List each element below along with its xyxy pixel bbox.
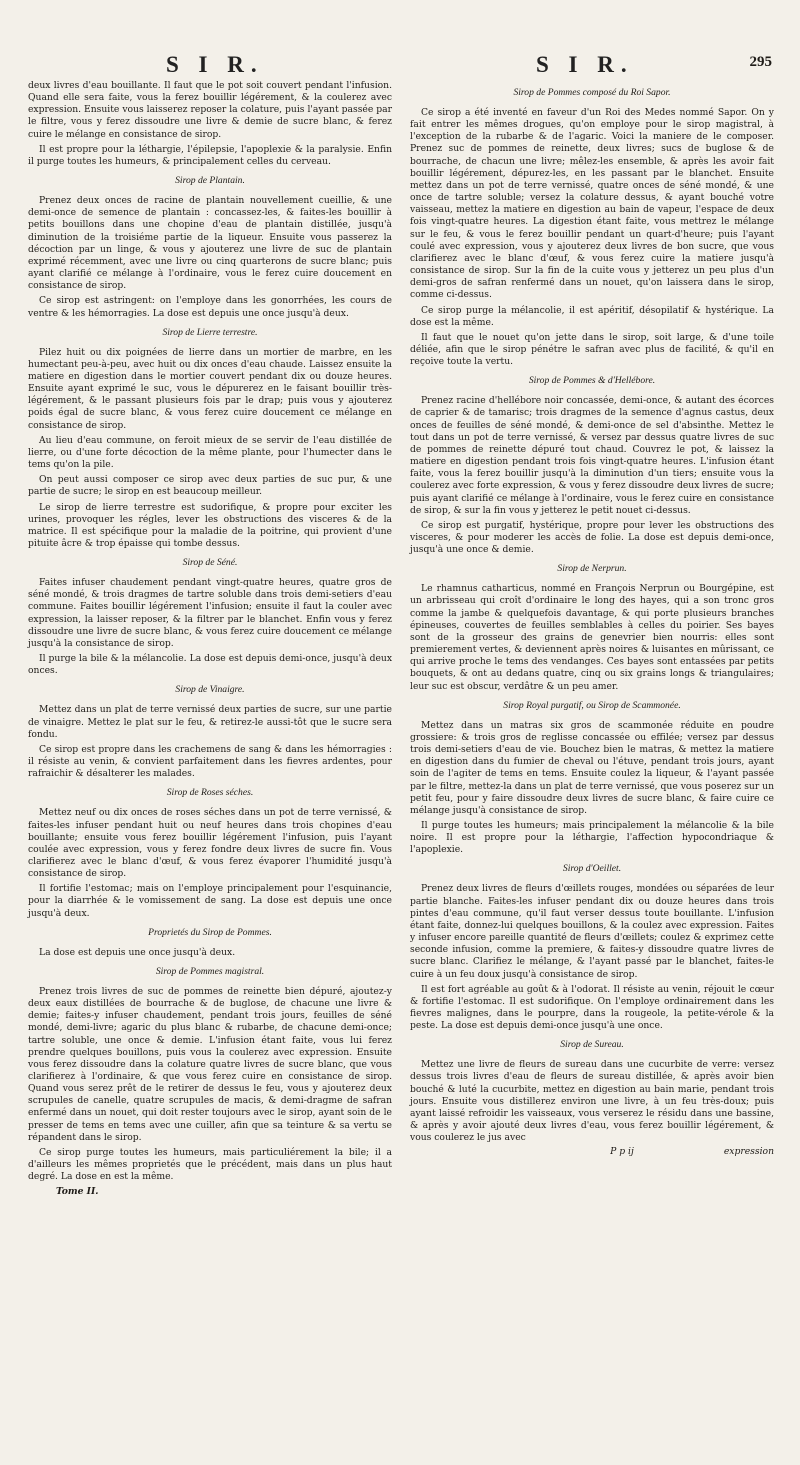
paragraph: Il purge toutes les humeurs; mais principalement la mélancolie & la bile noire. Il est propre pour la léthargie, l'affection hypocondriaque & l'apoplexie. — [410, 819, 774, 856]
page-number: 295 — [749, 54, 772, 70]
section-heading: Sirop de Nerprun. — [557, 563, 627, 575]
section-heading: Sirop de Roses séches. — [166, 787, 254, 799]
section-heading: Sirop de Pommes & d'Hellébore. — [528, 375, 656, 387]
section-heading: Sirop d'Oeillet. — [562, 863, 622, 875]
paragraph: Mettez neuf ou dix onces de roses séches dans un pot de terre vernissé, & faites-les infuser pendant huit ou neuf heures dans trois chopines d'eau bouillante; ensuite vous ferez bouillir légérement l'infusion, puis l'ayant coulée avec expression, vous y ferez fondre deux livres de sucre fin. Vous clarifierez avec le blanc d'œuf, & vous ferez évaporer l'humidité jusqu'à consistance de sirop. — [28, 807, 392, 880]
signature-mark: P p ij — [610, 1146, 634, 1158]
paragraph: Prenez trois livres de suc de pommes de reinette bien dépuré, ajoutez-y deux eaux distillées de bourrache & de buglose, de chacune une livre & demie; faites-y infuser chaudement, pendant trois jours, feuilles de séné mondé, demi-livre; agaric du plus blanc & rubarbe, de chacune demi-once; tartre soluble, une once & demie. L'infusion étant faite, vous lui ferez prendre quelques bouillons, puis vous la coulerez avec expression. Ensuite vous ferez dissoudre dans la colature quatre livres de sucre blanc, que vous clarifierez à l'ordinaire, & que vous ferez cuire en consistance de sirop. Quand vous serez prêt de le retirer de dessus le feu, vous y ajouterez deux scrupules de canelle, quatre scrupules de macis, & demi-dragme de safran enfermé dans un nouet, qui doit rester toujours avec le sirop, ayant soin de le presser de tems en tems avec une cuiller, afin que sa teinture & sa vertu se répandent dans le sirop. — [28, 985, 392, 1143]
section-heading: Sirop de Vinaigre. — [175, 684, 245, 696]
paragraph: Le rhamnus catharticus, nommé en François Nerprun ou Bourgépine, est un arbrisseau qui croît d'ordinaire le long des hayes, qui a son tronc gros comme la jambe & quelquefois davantage, & qui porte plusieurs branches épineuses, couvertes de feuilles semblables à celles du poirier. Ses bayes sont de la grosseur des grains de genevrier bien nourris: elles sont premierement vertes, & deviennent après noires & luisantes en mûrissant, ce qui arrive proche le tems des vendanges. Ces bayes sont entassées par petits bouquets, & ont au dedans quatre, cinq ou six grains longs & triangulaires; leur suc est obscur, verdâtre & un peu amer. — [410, 583, 774, 692]
paragraph: Le sirop de lierre terrestre est sudorifique, & propre pour exciter les urines, provoquer les régles, lever les obstructions des visceres & de la matrice. Il est spécifique pour la maladie de la poitrine, qui provient d'une pituite âcre & trop épaisse qui tombe dessus. — [28, 501, 392, 549]
paragraph: La dose est depuis une once jusqu'à deux. — [39, 946, 236, 958]
running-title-left: S I R. — [166, 52, 264, 77]
paragraph: Ce sirop purge toutes les humeurs, mais particuliérement la bile; il a d'ailleurs les mêmes proprietés que le précédent, mais dans un plus haut degré. La dose en est la même. — [28, 1146, 392, 1183]
paragraph: Ce sirop a été inventé en faveur d'un Roi des Medes nommé Sapor. On y fait entrer les mêmes drogues, qu'on employe pour le sirop magistral, à l'exception de la rubarbe & de l'agaric. Voici la maniere de le composer. Prenez suc de pommes de reinette, deux livres; sucs de buglose & de bourrache, de chacun une livre; mêlez-les ensemble, & après les avoir fait bouillir légérement, dépurez-les, en les passant par le blanchet. Ensuite mettez dans un pot de terre vernissé, quatre onces de séné mondé, & une once de tartre soluble; versez la colature dessus, & ayant bouché votre vaisseau, mettez la matiere en digestion au bain de vapeur, l'espace de deux fois vingt-quatre heures. La digestion étant faite, vous mettrez le mélange sur le feu, & vous le ferez bouillir pendant un quart-d'heure; puis l'ayant coulé avec expression, vous y ajouterez deux livres de bon sucre, que vous clarifierez avec le blanc d'œuf, & vous ferez cuire la matiere jusqu'à consistance de sirop. Sur la fin de la cuite vous y jetterez un peu plus d'un demi-gros de safran renfermé dans un nouet, qu'on laissera dans le sirop, comme ci-dessus. — [410, 107, 774, 301]
paragraph: Au lieu d'eau commune, on feroit mieux de se servir de l'eau distillée de lierre, ou d'une forte décoction de la même plante, pour l'humecter dans le tems qu'on la pile. — [28, 434, 392, 471]
paragraph: deux livres d'eau bouillante. Il faut que le pot soit couvert pendant l'infusion. Quand elle sera faite, vous la ferez bouillir légérement, & la coulerez avec expression. Ensuite vous laisserez reposer la colature, puis l'ayant passée par le filtre, vous y ferez dissoudre une livre & demie de sucre blanc, & ferez cuire le mélange en consistance de sirop. — [28, 80, 392, 140]
section-heading: Sirop de Séné. — [182, 557, 238, 569]
section-heading: Sirop Royal purgatif, ou Sirop de Scammonée. — [503, 699, 681, 711]
catchword: expression — [723, 1146, 774, 1158]
right-column — [410, 80, 774, 1202]
paragraph: Prenez racine d'hellébore noir concassée, demi-once, & autant des écorces de caprier & de tamarisc; trois dragmes de la semence d'agnus castus, deux onces de feuilles de séné mondé, & demi-once de sel d'absinthe. Mettez le tout dans un pot de terre vernissé, & versez par dessus quatre livres de suc de pommes de reinette dépuré tout chaud. Couvrez le pot, & laissez la matiere en digestion pendant trois fois vingt-quatre heures. L'infusion étant faite, vous la ferez bouillir jusqu'à la diminution d'un tiers; ensuite vous la coulerez avec forte expression, & vous y ferez dissoudre deux livres de sucre; puis ayant clarifié ce mélange à l'ordinaire, vous le ferez cuire en consistance de sirop, & sur la fin vous y jetterez le petit nouet ci-dessus. — [410, 395, 774, 516]
paragraph: On peut aussi composer ce sirop avec deux parties de suc pur, & une partie de sucre; le sirop en est beaucoup meilleur. — [28, 474, 392, 498]
section-heading: Sirop de Plantain. — [175, 175, 245, 187]
running-title-right: S I R. — [536, 52, 634, 77]
running-head — [0, 52, 800, 82]
paragraph: Ce sirop est purgatif, hystérique, propre pour lever les obstructions des visceres, & pour moderer les accès de folie. La dose est depuis demi-once, jusqu'à une once & demie. — [410, 519, 774, 556]
paragraph: Il fortifie l'estomac; mais on l'employe principalement pour l'esquinancie, pour la diarrhée & le vomissement de sang. La dose est depuis une once jusqu'à deux. — [28, 883, 392, 919]
paragraph: Pilez huit ou dix poignées de lierre dans un mortier de marbre, en les humectant peu-à-peu, avec huit ou dix onces d'eau chaude. Laissez ensuite la matiere en digestion dans le mortier couvert pendant dix ou douze heures. Ensuite ayant exprimé le suc, vous le dépurerez en le faisant bouillir très-légérement, & le passant plusieurs fois par le drap; puis vous y ajouterez poids égal de sucre blanc, & vous ferez cuire doucement ce mélange en consistance de sirop. — [28, 346, 392, 431]
signature-line — [410, 1146, 774, 1158]
paragraph: Il est fort agréable au goût & à l'odorat. Il résiste au venin, réjouit le cœur & fortifie l'estomac. Il est sudorifique. On l'employe ordinairement dans les fievres malignes, dans le pourpre, dans la rougeole, la petite-vérole & la peste. La dose est depuis demi-once jusqu'à une once. — [410, 983, 774, 1032]
left-column — [28, 80, 392, 1202]
paragraph: Ce sirop est astringent: on l'employe dans les gonorrhées, les cours de ventre & les hémorragies. La dose est depuis une once jusqu'à deux. — [28, 295, 392, 319]
paragraph: Il est propre pour la léthargie, l'épilepsie, l'apoplexie & la paralysie. Enfin il purge toutes les humeurs, & principalement celles du cerveau. — [28, 143, 392, 167]
section-heading: Sirop de Pommes magistral. — [155, 965, 265, 977]
section-heading: Sirop de Sureau. — [560, 1039, 624, 1051]
paragraph: Ce sirop est propre dans les crachemens de sang & dans les hémorragies : il résiste au venin, & convient parfaitement dans les fievres ardentes, pour rafraichir & désalterer les malades. — [28, 743, 392, 780]
paragraph: Mettez dans un plat de terre vernissé deux parties de sucre, sur une partie de vinaigre. Mettez le plat sur le feu, & retirez-le aussi-tôt que le sucre sera fondu. — [28, 704, 392, 740]
paragraph: Prenez deux livres de fleurs d'œillets rouges, mondées ou séparées de leur partie blanche. Faites-les infuser pendant dix ou douze heures dans trois pintes d'eau commune, qu'il faut verser dessus toute bouillante. L'infusion étant faite, donnez-lui quelques bouillons, & la coulez avec expression. Faites y infuser encore pareille quantité de fleurs d'œillets; coulez & exprimez cette seconde infusion, comme la premiere, & faites-y dissoudre quatre livres de sucre blanc. Clarifiez le mélange, & l'ayant passé par le blanchet, faites-le cuire à un feu doux jusqu'à consistance de sirop. — [410, 883, 774, 980]
section-heading: Proprietés du Sirop de Pommes. — [148, 926, 272, 938]
paragraph: Mettez une livre de fleurs de sureau dans une cucurbite de verre: versez dessus trois livres d'eau de fleurs de sureau distillée, & après avoir bien bouché & luté la cucurbite, mettez en digestion au bain marie, pendant trois jours. Ensuite vous distillerez environ une livre, à un feu très-doux; puis ayant laissé refroidir les vaisseaux, vous verserez le résidu dans une bassine, & après y avoir ajouté deux livres d'eau, vous ferez bouillir légérement, & vous coulerez le jus avec — [410, 1059, 774, 1144]
volume-mark: Tome II. — [56, 1186, 99, 1198]
paragraph: Il purge la bile & la mélancolie. La dose est depuis demi-once, jusqu'à deux onces. — [28, 653, 392, 677]
paragraph: Prenez deux onces de racine de plantain nouvellement cueillie, & une demi-once de semence de plantain : concassez-les, & faites-les bouillir à petits bouillons dans une chopine d'eau de plantain distillée, jusqu'à diminution de la troisiéme partie de la liqueur. Ensuite vous passerez la décoction par un linge, & vous y ajouterez une livre de suc de plantain exprimé récemment, avec une livre ou cinq quarterons de sucre blanc; puis ayant clarifié ce mélange à l'ordinaire, vous le ferez cuire doucement en consistance de sirop. — [28, 195, 392, 292]
paragraph: Il faut que le nouet qu'on jette dans le sirop, soit large, & d'une toile déliée, afin que le sirop pénétre le safran avec plus de facilité, & qu'il en reçoive toute la vertu. — [410, 331, 774, 368]
text-columns — [28, 80, 774, 1202]
section-heading: Sirop de Lierre terrestre. — [162, 326, 258, 338]
paragraph: Faites infuser chaudement pendant vingt-quatre heures, quatre gros de séné mondé, & trois dragmes de tartre soluble dans trois demi-setiers d'eau commune. Faites bouillir légérement l'infusion; ensuite il faut la couler avec expression, la laisser reposer, & la filtrer par le blanchet. Enfin vous y ferez dissoudre une livre de sucre blanc, & vous ferez cuire doucement ce mélange jusqu'à la consistance de sirop. — [28, 577, 392, 649]
paragraph: Ce sirop purge la mélancolie, il est apéritif, désopilatif & hystérique. La dose est la même. — [410, 304, 774, 328]
paragraph: Mettez dans un matras six gros de scammonée réduite en poudre grossiere: & trois gros de reglisse concassée ou effilée; versez par dessus trois demi-setiers d'eau de vie. Bouchez bien le matras, & mettez la matiere en digestion dans du fumier de cheval ou l'étuve, pendant trois jours, ayant soin de l'agiter de tems en tems. Ensuite coulez la liqueur, & l'ayant passée par le filtre, mettez-la dans un plat de terre vernissé, que vous poserez sur un petit feu, pour y faire dissoudre deux livres de sucre blanc, & faire cuire ce mélange jusqu'à consistance de sirop. — [410, 719, 774, 816]
section-heading: Sirop de Pommes composé du Roi Sapor. — [513, 87, 671, 98]
